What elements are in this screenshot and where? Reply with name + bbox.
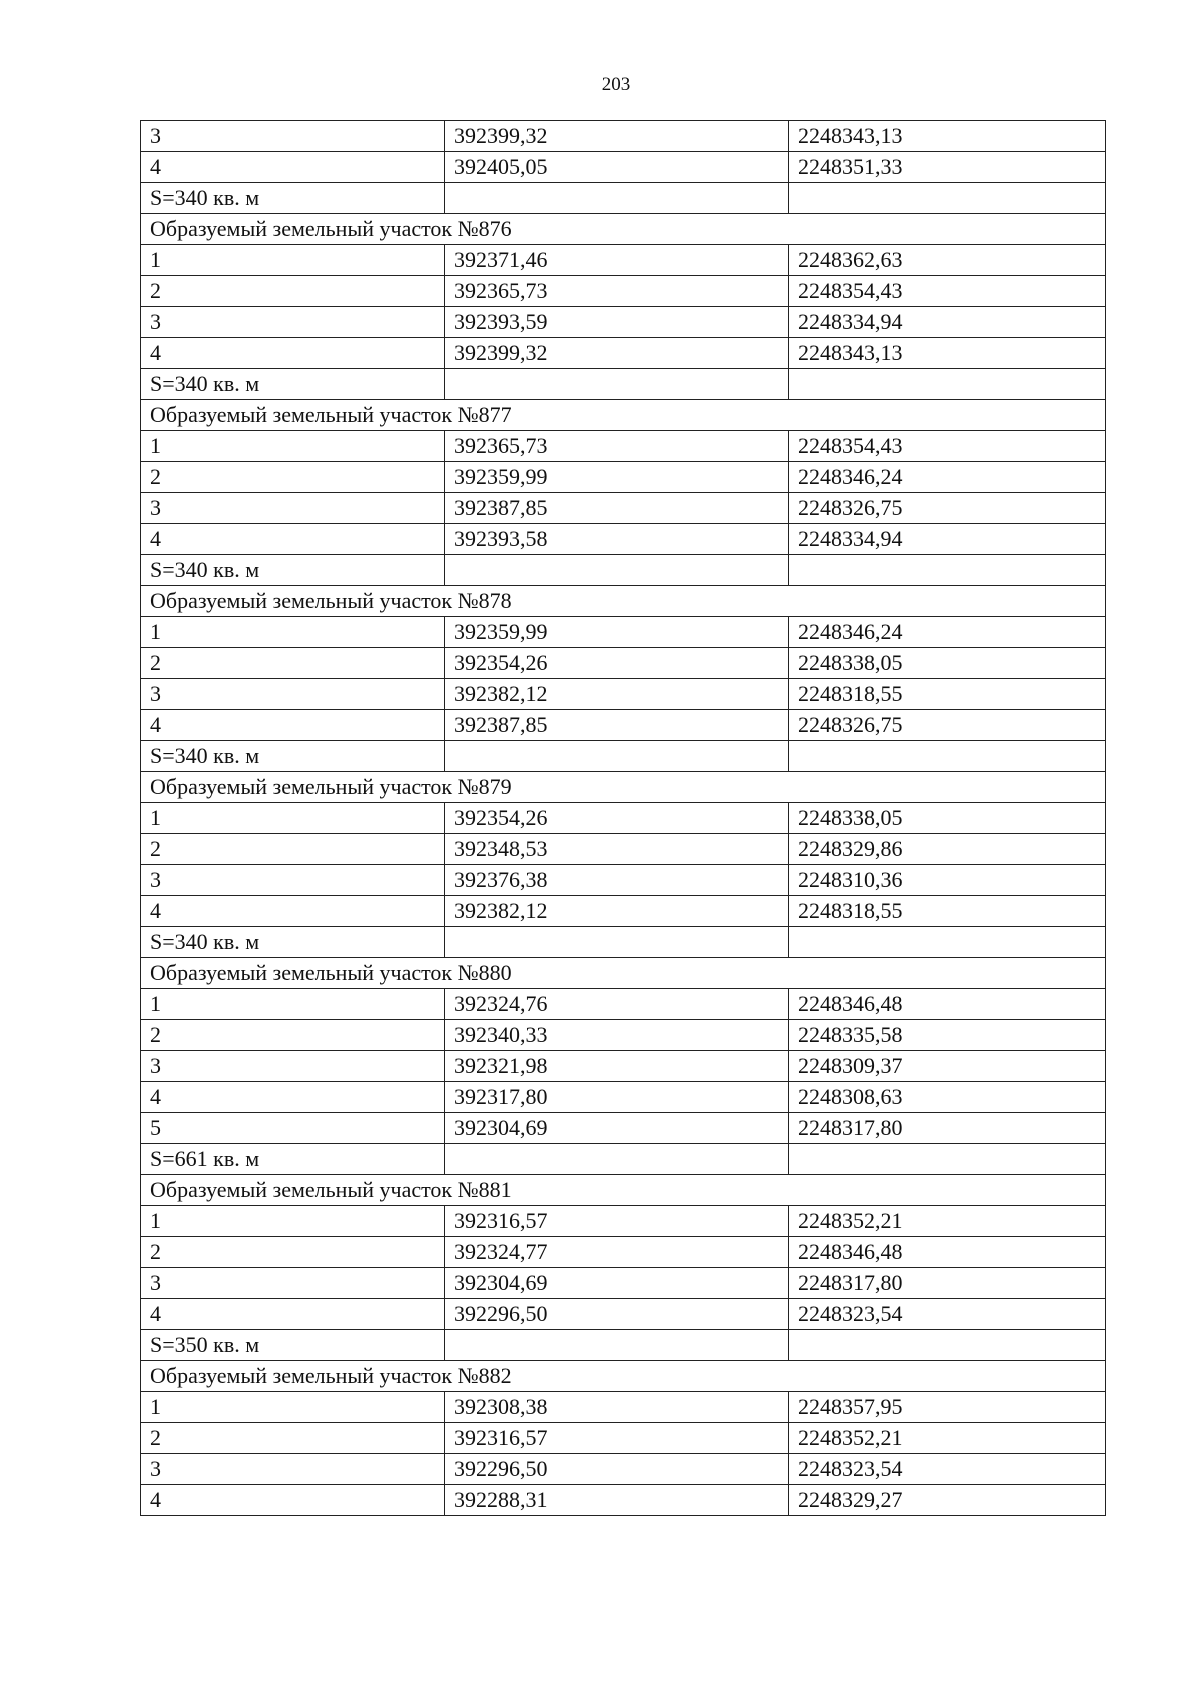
table-row	[141, 1299, 1106, 1330]
x-coordinate: 392317,80	[445, 1082, 789, 1113]
table-row	[141, 1268, 1106, 1299]
page-number: 203	[601, 74, 631, 95]
x-coordinate: 392296,50	[445, 1299, 789, 1330]
empty-cell	[789, 183, 1106, 214]
parcel-title: Образуемый земельный участок №880	[141, 958, 1106, 989]
point-number: 4	[141, 524, 445, 555]
x-coordinate: 392376,38	[445, 865, 789, 896]
area-row	[141, 1330, 1106, 1361]
point-number: 4	[141, 338, 445, 369]
table-row	[141, 1082, 1106, 1113]
y-coordinate: 2248338,05	[789, 803, 1106, 834]
point-number: 1	[141, 245, 445, 276]
table-row	[141, 307, 1106, 338]
y-coordinate: 2248362,63	[789, 245, 1106, 276]
coordinates-table	[140, 120, 1106, 1516]
table-row	[141, 431, 1106, 462]
x-coordinate: 392308,38	[445, 1392, 789, 1423]
x-coordinate: 392382,12	[445, 896, 789, 927]
point-number: 4	[141, 1485, 445, 1516]
point-number: 3	[141, 1268, 445, 1299]
x-coordinate: 392304,69	[445, 1268, 789, 1299]
point-number: 3	[141, 1454, 445, 1485]
point-number: 2	[141, 834, 445, 865]
table-row	[141, 1392, 1106, 1423]
y-coordinate: 2248326,75	[789, 493, 1106, 524]
parcel-header-row	[141, 586, 1106, 617]
x-coordinate: 392296,50	[445, 1454, 789, 1485]
parcel-title: Образуемый земельный участок №881	[141, 1175, 1106, 1206]
parcel-header-row	[141, 772, 1106, 803]
empty-cell	[445, 183, 789, 214]
y-coordinate: 2248354,43	[789, 431, 1106, 462]
table-row	[141, 1454, 1106, 1485]
x-coordinate: 392382,12	[445, 679, 789, 710]
area-row	[141, 741, 1106, 772]
table-row	[141, 679, 1106, 710]
point-number: 3	[141, 493, 445, 524]
x-coordinate: 392393,58	[445, 524, 789, 555]
point-number: 3	[141, 307, 445, 338]
area-value: S=340 кв. м	[141, 183, 445, 214]
empty-cell	[789, 1330, 1106, 1361]
parcel-header-row	[141, 400, 1106, 431]
empty-cell	[445, 741, 789, 772]
empty-cell	[445, 1144, 789, 1175]
point-number: 4	[141, 1082, 445, 1113]
table-row	[141, 1113, 1106, 1144]
table-row	[141, 710, 1106, 741]
y-coordinate: 2248309,37	[789, 1051, 1106, 1082]
table-row	[141, 121, 1106, 152]
parcel-header-row	[141, 958, 1106, 989]
table-row	[141, 617, 1106, 648]
x-coordinate: 392288,31	[445, 1485, 789, 1516]
area-value: S=340 кв. м	[141, 369, 445, 400]
y-coordinate: 2248357,95	[789, 1392, 1106, 1423]
x-coordinate: 392365,73	[445, 431, 789, 462]
point-number: 1	[141, 431, 445, 462]
point-number: 3	[141, 679, 445, 710]
y-coordinate: 2248329,27	[789, 1485, 1106, 1516]
x-coordinate: 392324,76	[445, 989, 789, 1020]
coordinates-table-body	[141, 121, 1106, 1516]
empty-cell	[789, 369, 1106, 400]
y-coordinate: 2248335,58	[789, 1020, 1106, 1051]
x-coordinate: 392324,77	[445, 1237, 789, 1268]
area-value: S=661 кв. м	[141, 1144, 445, 1175]
table-row	[141, 834, 1106, 865]
area-row	[141, 1144, 1106, 1175]
point-number: 1	[141, 803, 445, 834]
parcel-header-row	[141, 214, 1106, 245]
table-row	[141, 648, 1106, 679]
point-number: 2	[141, 1020, 445, 1051]
y-coordinate: 2248346,48	[789, 989, 1106, 1020]
parcel-title: Образуемый земельный участок №878	[141, 586, 1106, 617]
area-row	[141, 369, 1106, 400]
y-coordinate: 2248318,55	[789, 679, 1106, 710]
x-coordinate: 392387,85	[445, 710, 789, 741]
area-value: S=340 кв. м	[141, 741, 445, 772]
point-number: 2	[141, 1423, 445, 1454]
area-row	[141, 183, 1106, 214]
x-coordinate: 392365,73	[445, 276, 789, 307]
table-row	[141, 152, 1106, 183]
point-number: 1	[141, 1392, 445, 1423]
point-number: 2	[141, 276, 445, 307]
y-coordinate: 2248338,05	[789, 648, 1106, 679]
table-row	[141, 1206, 1106, 1237]
empty-cell	[445, 555, 789, 586]
table-row	[141, 524, 1106, 555]
x-coordinate: 392316,57	[445, 1423, 789, 1454]
table-row	[141, 338, 1106, 369]
parcel-title: Образуемый земельный участок №876	[141, 214, 1106, 245]
x-coordinate: 392371,46	[445, 245, 789, 276]
x-coordinate: 392316,57	[445, 1206, 789, 1237]
empty-cell	[789, 741, 1106, 772]
y-coordinate: 2248352,21	[789, 1206, 1106, 1237]
y-coordinate: 2248326,75	[789, 710, 1106, 741]
point-number: 4	[141, 896, 445, 927]
x-coordinate: 392359,99	[445, 462, 789, 493]
point-number: 4	[141, 1299, 445, 1330]
point-number: 5	[141, 1113, 445, 1144]
table-row	[141, 462, 1106, 493]
y-coordinate: 2248346,24	[789, 462, 1106, 493]
point-number: 4	[141, 710, 445, 741]
empty-cell	[789, 555, 1106, 586]
area-value: S=350 кв. м	[141, 1330, 445, 1361]
y-coordinate: 2248346,24	[789, 617, 1106, 648]
point-number: 3	[141, 121, 445, 152]
x-coordinate: 392399,32	[445, 121, 789, 152]
y-coordinate: 2248329,86	[789, 834, 1106, 865]
empty-cell	[445, 369, 789, 400]
y-coordinate: 2248308,63	[789, 1082, 1106, 1113]
x-coordinate: 392393,59	[445, 307, 789, 338]
table-row	[141, 276, 1106, 307]
parcel-header-row	[141, 1175, 1106, 1206]
x-coordinate: 392399,32	[445, 338, 789, 369]
x-coordinate: 392321,98	[445, 1051, 789, 1082]
parcel-title: Образуемый земельный участок №877	[141, 400, 1106, 431]
empty-cell	[445, 927, 789, 958]
x-coordinate: 392405,05	[445, 152, 789, 183]
point-number: 4	[141, 152, 445, 183]
table-row	[141, 865, 1106, 896]
x-coordinate: 392354,26	[445, 648, 789, 679]
area-row	[141, 555, 1106, 586]
parcel-title: Образуемый земельный участок №879	[141, 772, 1106, 803]
point-number: 1	[141, 1206, 445, 1237]
table-row	[141, 493, 1106, 524]
parcel-title: Образуемый земельный участок №882	[141, 1361, 1106, 1392]
y-coordinate: 2248323,54	[789, 1454, 1106, 1485]
area-value: S=340 кв. м	[141, 927, 445, 958]
area-value: S=340 кв. м	[141, 555, 445, 586]
x-coordinate: 392348,53	[445, 834, 789, 865]
x-coordinate: 392359,99	[445, 617, 789, 648]
table-row	[141, 1051, 1106, 1082]
table-row	[141, 1423, 1106, 1454]
y-coordinate: 2248354,43	[789, 276, 1106, 307]
y-coordinate: 2248343,13	[789, 121, 1106, 152]
empty-cell	[789, 927, 1106, 958]
y-coordinate: 2248334,94	[789, 307, 1106, 338]
point-number: 2	[141, 462, 445, 493]
y-coordinate: 2248343,13	[789, 338, 1106, 369]
table-row	[141, 896, 1106, 927]
point-number: 3	[141, 865, 445, 896]
parcel-header-row	[141, 1361, 1106, 1392]
x-coordinate: 392304,69	[445, 1113, 789, 1144]
table-row	[141, 1020, 1106, 1051]
table-row	[141, 803, 1106, 834]
y-coordinate: 2248317,80	[789, 1113, 1106, 1144]
point-number: 1	[141, 617, 445, 648]
x-coordinate: 392387,85	[445, 493, 789, 524]
y-coordinate: 2248351,33	[789, 152, 1106, 183]
table-row	[141, 1485, 1106, 1516]
area-row	[141, 927, 1106, 958]
y-coordinate: 2248317,80	[789, 1268, 1106, 1299]
point-number: 1	[141, 989, 445, 1020]
point-number: 2	[141, 648, 445, 679]
empty-cell	[789, 1144, 1106, 1175]
table-row	[141, 1237, 1106, 1268]
y-coordinate: 2248318,55	[789, 896, 1106, 927]
table-row	[141, 245, 1106, 276]
y-coordinate: 2248346,48	[789, 1237, 1106, 1268]
point-number: 2	[141, 1237, 445, 1268]
y-coordinate: 2248310,36	[789, 865, 1106, 896]
point-number: 3	[141, 1051, 445, 1082]
x-coordinate: 392340,33	[445, 1020, 789, 1051]
table-row	[141, 989, 1106, 1020]
empty-cell	[445, 1330, 789, 1361]
y-coordinate: 2248334,94	[789, 524, 1106, 555]
x-coordinate: 392354,26	[445, 803, 789, 834]
y-coordinate: 2248352,21	[789, 1423, 1106, 1454]
y-coordinate: 2248323,54	[789, 1299, 1106, 1330]
